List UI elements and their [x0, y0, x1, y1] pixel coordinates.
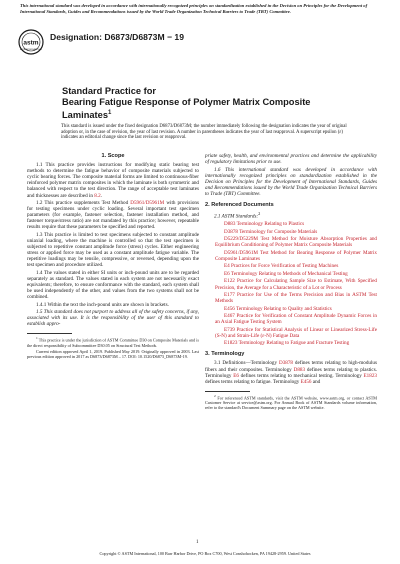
para-1-2: 1.2 This practice supplements Test Method D5961/D5961M with provisions for testing specimens under cyclic loading. Several important test specimen parameters (for example, fastener selection, fastener installation method, and fastener torque/stress ratio) are not mandated by this practice; however, repeatable results require that these parameters be specified and reported. — [27, 200, 199, 231]
reference-title: Terminology Relating to Quality and Statistics — [236, 305, 332, 312]
referenced-documents-heading: 2. Referenced Documents — [205, 202, 274, 209]
terminology-heading: 3. Terminology — [205, 351, 245, 358]
para-1-4-1: 1.4.1 Within the text the inch-pound units are shown in brackets. — [36, 301, 169, 308]
notice-text: This international standard was developed in accordance with internationally recognized principles on standardization established in the Decision on Principles for the Development of International Standards, Guides and Recommendations issued by the World Trade Organization Technical Barriers to Trade (TBT) Committee. — [20, 3, 368, 14]
page-number: 1 — [196, 540, 199, 545]
link-section-8-2[interactable]: 8.2 — [94, 192, 101, 199]
reference-item — [205, 236, 377, 248]
reference-item — [205, 340, 377, 346]
right-column — [205, 153, 377, 412]
para-1-1: 1.1 This practice provides instructions for modifying static bearing test methods to determine the fatigue behavior of composite materials subjected to cyclic bearing forces. The composite material forms are limited to continuous-fiber reinforced polymer matrix composites in which the laminate is both symmetric and balanced with respect to the test direction. The range of acceptable test laminates and thicknesses are described in 8.2. — [27, 162, 199, 199]
footnote-rule — [27, 333, 72, 334]
reference-title: Terminology for Composite Materials — [239, 228, 318, 235]
para-3-1: 3.1 Definitions—Terminology D3878 defines terms relating to high-modulus fibers and their composites. Terminology D883 defines terms relating to plastics. Terminology E6 defines terms relating to mechanical testing. Terminology E1823 defines terms relating to fatigue. Terminology E456 and — [205, 360, 377, 385]
reference-link[interactable]: E122 — [224, 278, 235, 285]
reference-item — [205, 263, 377, 269]
para-1-4: 1.4 The values stated in either SI units or inch-pound units are to be regarded separately as standard. The values stated in each system are not necessarily exact equivalents; therefore, to ensure conformance with the standard, each system shall be used independently of the other, and values from the two systems shall not be combined. — [27, 269, 199, 301]
footnote-1b: Current edition approved April 1, 2019. Published May 2019. Originally approved in 2003. Last previous edition approved in 2017 as D6873/D6873M – 17. DOI: 10.1520/D6873_D6873M-19. — [27, 349, 199, 360]
link-e6[interactable]: E6 — [233, 372, 239, 379]
footnote-2: $^2$ For referenced ASTM standards, visit the ASTM website, www.astm.org, or contact ASTM Customer Service at service@astm.org. For Annual Book of ASTM Standards volume information, refer to the standard's Document Summary page on the ASTM website. — [205, 393, 378, 411]
scope-heading: 1. Scope — [101, 153, 125, 159]
link-d5961[interactable]: D5961/D5961M — [130, 200, 165, 207]
reference-link[interactable]: E467 — [224, 313, 235, 320]
link-e456[interactable]: E456 — [300, 378, 312, 385]
reference-title: Practice for Use of the Terms Precision and Bias in ASTM Test Methods — [215, 292, 377, 305]
reference-link[interactable]: D5961/D5961M — [224, 249, 258, 256]
svg-text:ASTM INTERNATIONAL: ASTM INTERNATIONAL — [20, 49, 42, 51]
reference-link[interactable]: E6 — [224, 270, 230, 277]
footnote-1: $^1$ This practice is under the jurisdiction of ASTM Committee D30 on Composite Materials and is the direct responsibility of Subcommittee D30.05 on Structural Test Methods. — [27, 336, 199, 348]
reference-item — [205, 292, 377, 304]
reference-link[interactable]: D5229/D5229M — [224, 236, 258, 243]
reference-link[interactable]: E4 — [224, 263, 230, 270]
title-line-2: Bearing Fatigue Response of Polymer Matrix Composite — [62, 97, 311, 107]
reference-title: Practice for Calculating Sample Size to Estimate, With Specified Precision, the Average for a Characteristic of a Lot or Process — [215, 278, 377, 291]
reference-link[interactable]: D883 — [224, 221, 236, 228]
link-e1823[interactable]: E1823 — [363, 372, 377, 379]
reference-title: Terminology Relating to Methods of Mechanical Testing — [230, 270, 348, 277]
title-line-1: Standard Practice for — [62, 86, 157, 96]
reference-title: Test Method for Bearing Response of Polymer Matrix Composite Laminates — [215, 249, 377, 262]
reference-title: Terminology Relating to Fatigue and Fracture Testing — [238, 340, 350, 347]
designation: Designation: D6873/D6873M − 19 — [50, 32, 184, 42]
reference-title: Practice for Verification of Constant Amplitude Dynamic Forces in an Axial Fatigue Testing System — [215, 313, 377, 326]
document-title — [62, 86, 362, 121]
link-d883[interactable]: D883 — [293, 366, 306, 373]
para-1-6: 1.6 This international standard was developed in accordance with internationally recognized principles on standardization established in the Decision on Principles for the Development of International Standards, Guides and Recommendations issued by the World Trade Organization Technical Barriers to Trade (TBT) Committee. — [205, 166, 377, 197]
reference-title: Practices for Force Verification of Testing Machines — [231, 263, 339, 270]
para-1-5: 1.5 This standard does not purport to address all of the safety concerns, if any, associated with its use. It is the responsibility of the user of this standard to establish appro- — [27, 309, 199, 328]
reference-link[interactable]: E177 — [224, 292, 235, 299]
link-d3878[interactable]: D3878 — [278, 360, 293, 367]
reference-link[interactable]: E739 — [224, 326, 235, 333]
reference-link[interactable]: E456 — [224, 305, 235, 312]
reference-item — [205, 271, 377, 277]
copyright-footer: Copyright © ASTM International, 100 Barr Harbor Drive, PO Box C700, West Conshohocken, PA 19428-2959. United States — [99, 551, 311, 556]
reference-link[interactable]: D3878 — [224, 228, 238, 235]
reference-item — [205, 221, 377, 227]
para-1-3: 1.3 This practice is limited to test specimens subjected to constant amplitude uniaxial loading, where the machine is controlled so that the test specimen is subjected to repetitive constant amplitude force (stress) cycles. Either engineering stress or applied force may be used as a constant amplitude fatigue variable. The repetitive loadings may be tensile, compressive, or reversed, depending upon the test specimen and procedure utilized. — [27, 231, 199, 269]
footnote-rule-2 — [205, 391, 250, 392]
reference-title: Practice for Statistical Analysis of Linear or Linearized Stress-Life (S-N) and Strain-Life (ε-N) Fatigue Data — [215, 326, 377, 339]
left-column — [27, 153, 199, 361]
reference-item — [205, 313, 377, 325]
reference-title: Terminology Relating to Plastics — [236, 221, 305, 228]
reference-item — [205, 229, 377, 235]
reference-list — [205, 221, 377, 346]
reference-link[interactable]: E1823 — [224, 340, 238, 347]
title-footnote-mark: 1 — [108, 110, 112, 116]
reference-item — [205, 327, 377, 339]
reference-item — [205, 278, 377, 290]
reference-item — [205, 306, 377, 312]
title-line-3: Laminates — [62, 110, 108, 120]
reference-title: Test Method for Moisture Absorption Properties and Equilibrium Conditioning of Polymer Matrix Composite Materials — [215, 236, 377, 249]
astm-standards-label: 2.1 ASTM Standards:$^2$ — [214, 211, 261, 220]
para-1-5-cont: priate safety, health, and environmental practices and determine the applicability of regulatory limitations prior to use. — [205, 153, 377, 166]
astm-logo — [18, 29, 44, 55]
standard-issue-note: This standard is issued under the fixed designation D6873/D6873M; the number immediately following the designation indicates the year of original adoption or, in the case of revision, the year of last revision. A number in parentheses indicates the year of last reapproval. A superscript epsilon (ε) indicates an editorial change since the last revision or reapproval. — [61, 124, 347, 141]
svg-text:astm: astm — [23, 39, 39, 47]
reference-item — [205, 250, 377, 262]
